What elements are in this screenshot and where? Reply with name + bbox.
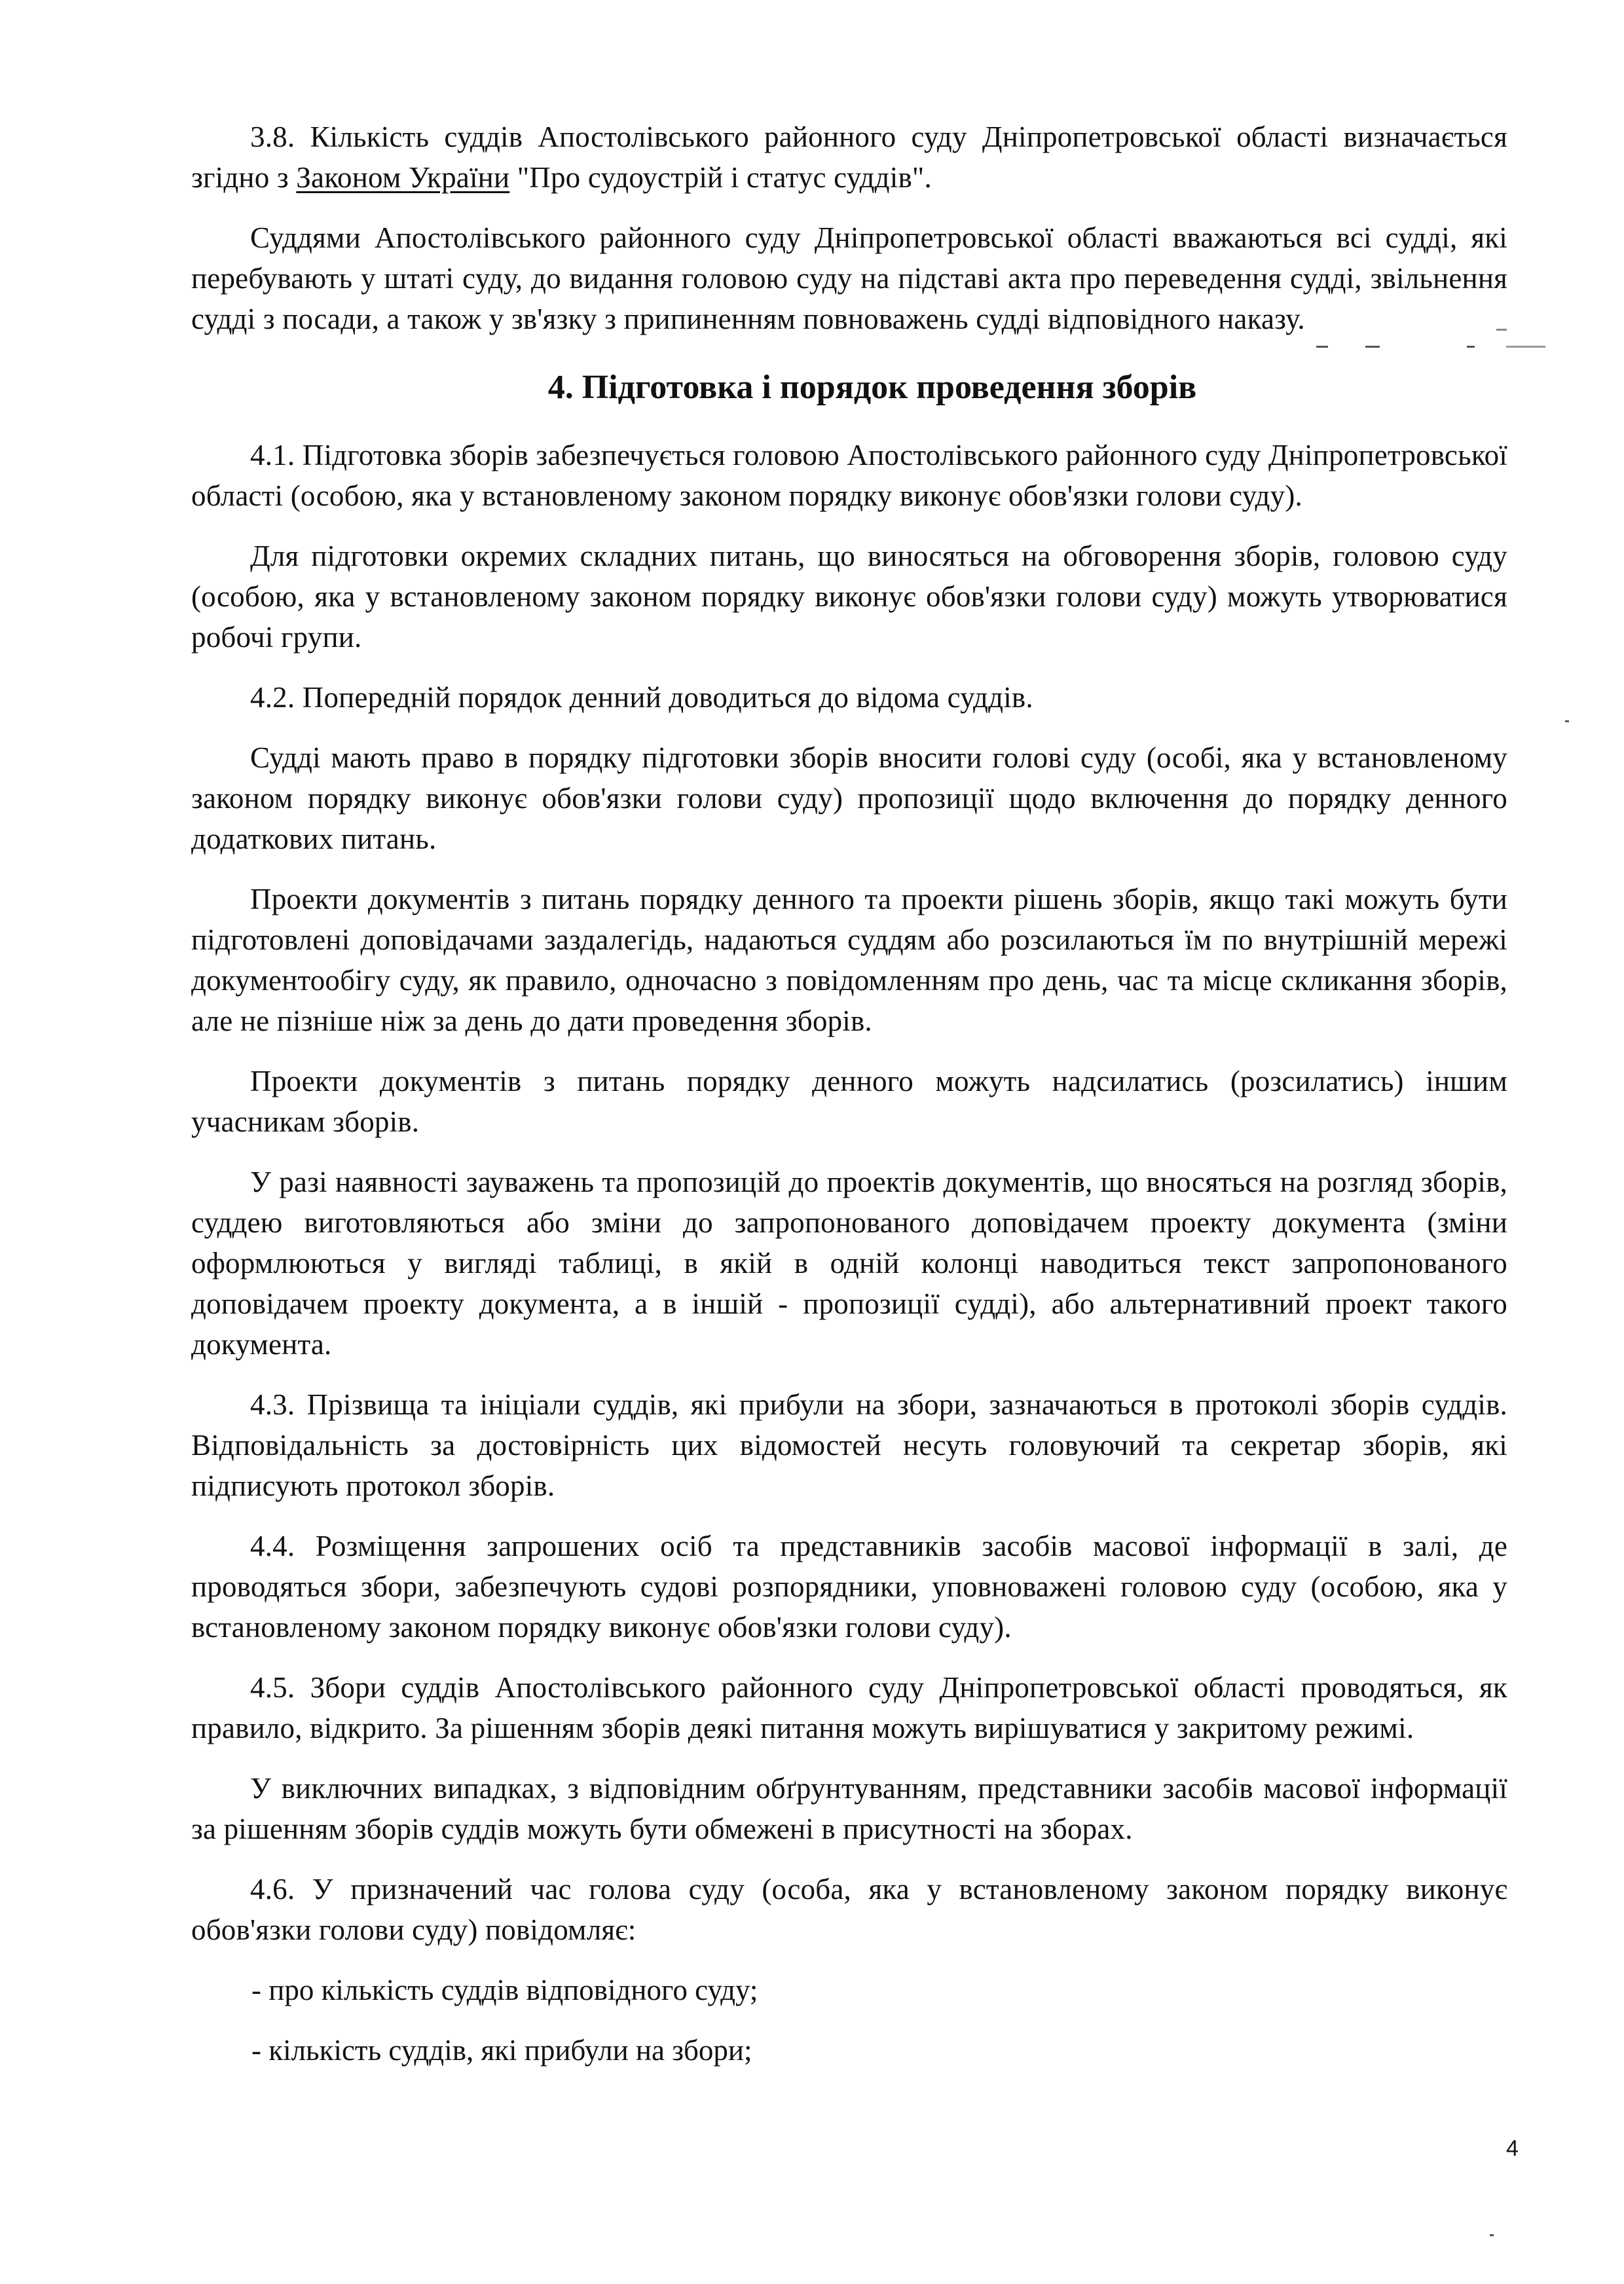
paragraph-4-1-working-groups: Для підготовки окремих складних питань, що виносяться на обговорення зборів, головою суду (особою, яка у встановленому законом порядку виконує обов'язки голови суду) можуть утворюватися робочі групи.: [191, 540, 1507, 654]
list-item-judges-present: - кількість суддів, які прибули на збори;: [251, 2034, 752, 2067]
page-number: 4: [1506, 2136, 1519, 2161]
paragraph-3-8-text-b: "Про судоустрій і статус суддів".: [509, 161, 932, 194]
list-item-judges-count: - про кількість суддів відповідного суду;: [251, 1974, 758, 2006]
paragraph-4-2-draft-documents: Проекти документів з питань порядку денного та проекти рішень зборів, якщо такі можуть бути підготовлені доповідачами заздалегідь, надаються суддям або розсилаються їм по внутрішній мережі документообігу суду, як правило, одночасно з повідомленням про день, час та місце скликання зборів, але не пізніше ніж за день до дати проведення зборів.: [191, 883, 1507, 1037]
paragraph-4-5-exceptions: У виключних випадках, з відповідним обґрунтуванням, представники засобів масової інформації за рішенням зборів суддів можуть бути обмежені в присутності на зборах.: [191, 1772, 1507, 1845]
paragraph-4-6: 4.6. У призначений час голова суду (особа, яка у встановленому законом порядку виконує обов'язки голови суду) повідомляє:: [191, 1873, 1507, 1946]
paragraph-4-4: 4.4. Розміщення запрошених осіб та представників засобів масової інформації в залі, де проводяться збори, забезпечують судові розпорядники, уповноважені головою суду (особою, яка у встановленому законом порядку виконує обов'язки голови суду).: [191, 1530, 1507, 1644]
law-of-ukraine-link[interactable]: Законом України: [296, 161, 510, 194]
paragraph-4-3: 4.3. Прізвища та ініціали суддів, які прибули на збори, зазначаються в протоколі зборів суддів. Відповідальність за достовірність цих відомостей несуть головуючий та секретар зборів, які підписують протокол зборів.: [191, 1388, 1507, 1502]
paragraph-4-2: 4.2. Попередній порядок денний доводиться до відома суддів.: [250, 681, 1033, 714]
scan-artifact: [1467, 346, 1475, 348]
document-page: [191, 117, 1507, 2090]
paragraph-4-5: 4.5. Збори суддів Апостолівського районного суду Дніпропетровської області проводяться, як правило, відкрито. За рішенням зборів деякі питання можуть вирішуватися у закритому режимі.: [191, 1671, 1507, 1744]
scan-artifact: [1316, 346, 1328, 348]
paragraph-3-8-text-a: 3.8. Кількість суддів Апостолівського районного суду Дніпропетровської області визначається згідно з: [191, 120, 1507, 194]
scan-artifact: [1496, 329, 1507, 331]
paragraph-3-8: [191, 117, 1507, 198]
paragraph-judges-definition: Суддями Апостолівського районного суду Дніпропетровської області вважаються всі судді, які перебувають у штаті суду, до видання головою суду на підставі акта про переведення судді, звільнення судді з посади, а також у зв'язку з припиненням повноважень судді відповідного наказу.: [191, 221, 1507, 335]
scan-artifact: [1565, 720, 1569, 722]
paragraph-4-2-distribution: Проекти документів з питань порядку денного можуть надсилатись (розсилатись) іншим учасникам зборів.: [191, 1065, 1507, 1138]
scan-artifact: [1365, 346, 1380, 348]
paragraph-4-2-proposals: Судді мають право в порядку підготовки зборів вносити голові суду (особі, яка у встановленому законом порядку виконує обов'язки голови суду) пропозиції щодо включення до порядку денного додаткових питань.: [191, 741, 1507, 855]
scan-artifact: [1490, 2234, 1494, 2236]
section-heading: 4. Підготовка і порядок проведення зборів: [547, 369, 1197, 406]
paragraph-4-2-remarks: У разі наявності зауважень та пропозицій до проектів документів, що вносяться на розгляд зборів, суддею виготовляються або зміни до запропонованого доповідачем проекту документа (зміни оформлюються у вигляді таблиці, в якій в одній колонці наводиться текст запропонованого доповідачем проекту документа, а в іншій - пропозиції судді), або альтернативний проект такого документа.: [191, 1166, 1507, 1361]
scan-artifact: [1506, 346, 1545, 348]
paragraph-4-1: 4.1. Підготовка зборів забезпечується головою Апостолівського районного суду Дніпропетровської області (особою, яка у встановленому законом порядку виконує обов'язки голови суду).: [191, 439, 1507, 512]
